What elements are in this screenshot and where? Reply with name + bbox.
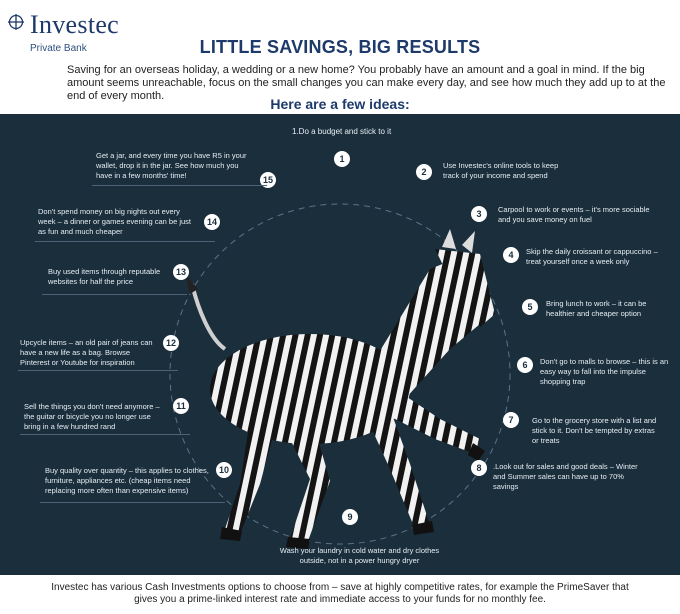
tip-text-10: Buy quality over quantity – this applies to clothes, furniture, appliances etc. (cheap items need replacing more often than expensive items) xyxy=(45,466,209,495)
tip-number-10: 10 xyxy=(216,462,232,478)
tip-number-5: 5 xyxy=(522,299,538,315)
tip-divider-15 xyxy=(92,185,267,186)
tip-text-7: Go to the grocery store with a list and stick to it. Don't be tempted by extras or treats xyxy=(532,416,657,445)
tip-number-14: 14 xyxy=(204,214,220,230)
page-title: LITTLE SAVINGS, BIG RESULTS xyxy=(199,37,481,57)
brand-subtitle: Private Bank xyxy=(30,43,87,54)
intro-paragraph: Saving for an overseas holiday, a wedding or a new home? You probably have an amount and a goal in mind. If the big amount seems unreachable, focus on the small changes you can make every day, and see how much they add up to at the end of every month. xyxy=(67,64,666,102)
tip-number-6: 6 xyxy=(517,357,533,373)
tip-text-3: Carpool to work or events – it's more sociable and you save money on fuel xyxy=(498,205,650,224)
footer-note: Investec has various Cash Investments options to choose from – save at highly competitive rates, for example the PrimeSaver that gives you a prime-linked interest rate and immediate access to your funds for no monthly fee. xyxy=(51,582,629,605)
tip-text-15: Get a jar, and every time you have R5 in your wallet, drop it in the jar. See how much you have in a few months' time! xyxy=(96,151,247,180)
tip-number-11: 11 xyxy=(173,398,189,414)
tip-number-9: 9 xyxy=(342,509,358,525)
tip-text-9: Wash your laundry in cold water and dry clothes outside, not in a power hungry dryer xyxy=(279,546,440,565)
tip-divider-11 xyxy=(20,434,190,435)
tip-text-8: .Look out for sales and good deals – Winter and Summer sales can have up to 70% savings xyxy=(493,462,638,491)
tip-divider-10 xyxy=(40,502,225,503)
tip-number-12: 12 xyxy=(163,335,179,351)
tip-text-1: 1.Do a budget and stick to it xyxy=(292,127,392,136)
brand-name: Investec xyxy=(30,10,120,39)
zebra-illustration xyxy=(180,229,540,569)
tip-text-11: Sell the things you don't need anymore – the guitar or bicycle you no longer use bring in a few hundred rand xyxy=(24,402,160,431)
zebra-crossing-logo-icon xyxy=(8,14,24,30)
tip-text-6: Don't go to malls to browse – this is an easy way to fall into the impulse shopping trap xyxy=(540,357,669,386)
tip-divider-13 xyxy=(42,294,187,295)
tip-number-15: 15 xyxy=(260,172,276,188)
tip-text-12: Upcycle items – an old pair of jeans can have a new life as a bag. Browse Pinterest or Youtube for inspiration xyxy=(20,338,153,367)
tip-number-8: 8 xyxy=(471,460,487,476)
tip-text-5: Bring lunch to work – it can be healthier and cheaper option xyxy=(546,299,647,318)
tip-divider-12 xyxy=(18,370,178,371)
tip-number-1: 1 xyxy=(334,151,350,167)
tip-text-2: Use Investec's online tools to keep track of your income and spend xyxy=(443,161,559,180)
tip-number-3: 3 xyxy=(471,206,487,222)
tip-number-13: 13 xyxy=(173,264,189,280)
tip-number-2: 2 xyxy=(416,164,432,180)
ideas-heading: Here are a few ideas: xyxy=(270,96,410,112)
tip-text-4: Skip the daily croissant or cappuccino – treat yourself once a week only xyxy=(526,247,658,266)
infographic-panel xyxy=(0,114,680,575)
tip-number-7: 7 xyxy=(503,412,519,428)
tip-divider-14 xyxy=(35,241,215,242)
tip-text-14: Don't spend money on big nights out every week – a dinner or games evening can be just as fun and much cheaper xyxy=(38,207,192,236)
tip-text-13: Buy used items through reputable websites for half the price xyxy=(48,267,161,286)
tip-number-4: 4 xyxy=(503,247,519,263)
